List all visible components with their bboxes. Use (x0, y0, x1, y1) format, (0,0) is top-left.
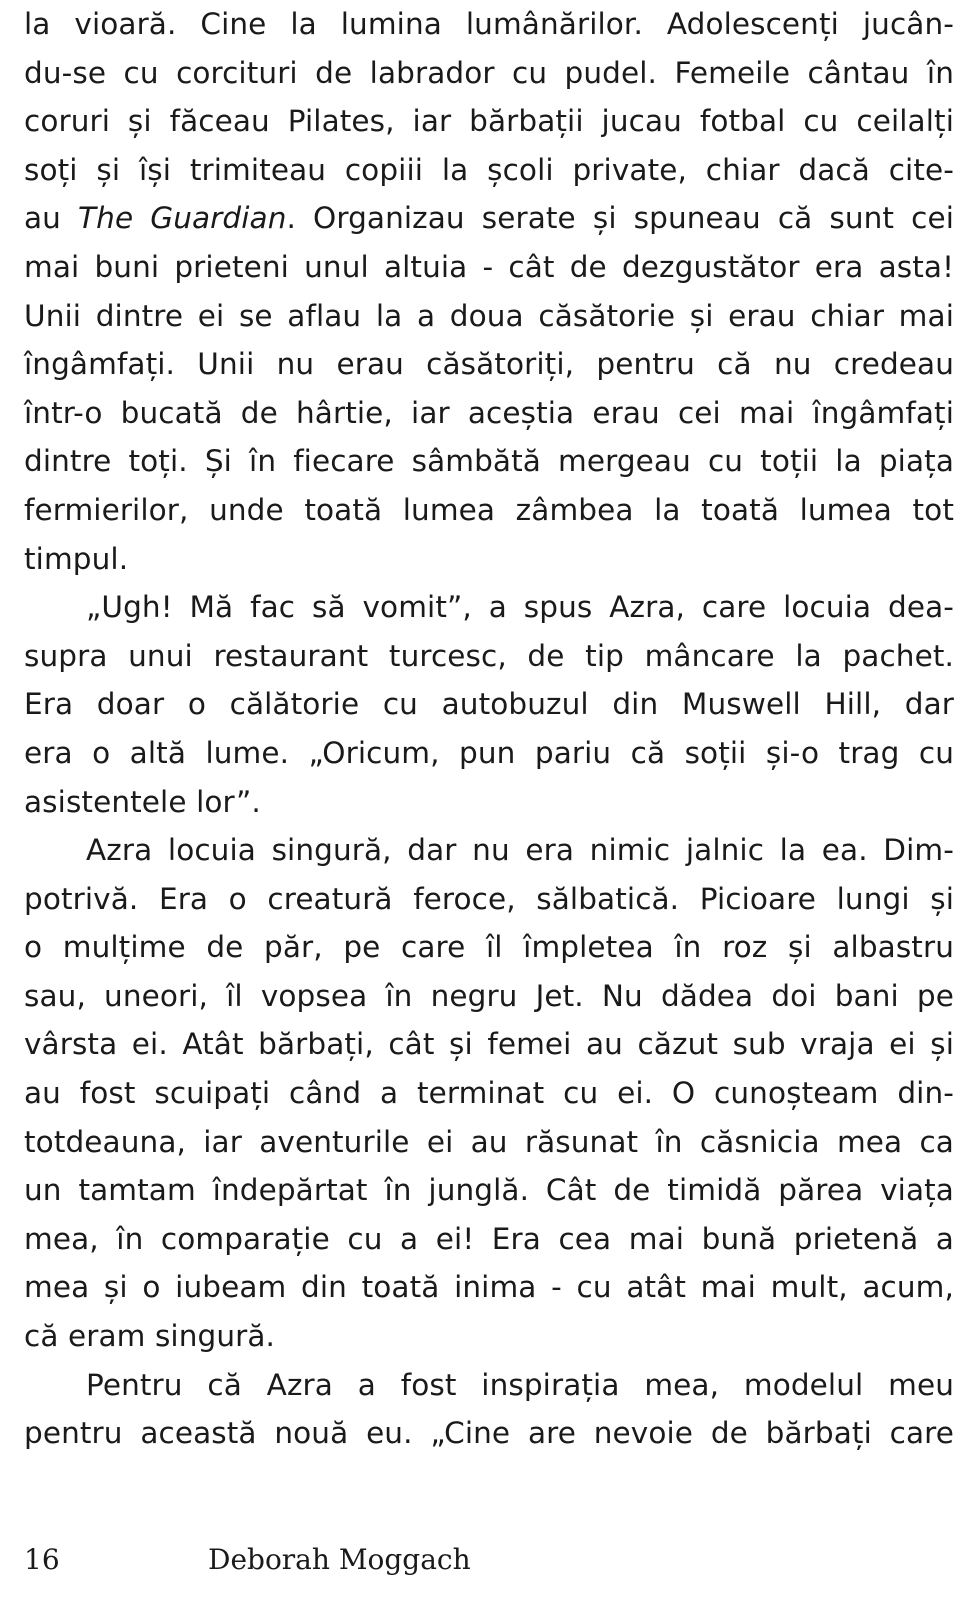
text-line: soți și își trimiteau copiii la școli private, chiar dacă cite- (24, 152, 954, 187)
text-line: au fost scuipați când a terminat cu ei. O cunoșteam din- (24, 1076, 954, 1111)
page-number: 16 (24, 1543, 60, 1576)
text-line: Era doar o călătorie cu autobuzul din Muswell Hill, dar (24, 687, 954, 722)
text-line: mea și o iubeam din toată inima - cu atât mai mult, acum, (24, 1270, 954, 1305)
text-line: era o altă lume. „Oricum, pun pariu că soții și-o trag cu (24, 735, 954, 770)
text-line: o mulțime de păr, pe care îl împletea în roz și albastru (24, 930, 954, 965)
text-line: timpul. (24, 541, 129, 576)
text-line: potrivă. Era o creatură feroce, sălbatică. Picioare lungi și (24, 881, 954, 916)
text-line: „Ugh! Mă fac să vomit”, a spus Azra, care locuia dea- (86, 590, 954, 625)
text-line: că eram singură. (24, 1319, 276, 1354)
text-run: . Organizau serate și spuneau că sunt cei (286, 201, 955, 236)
text-line: pentru această nouă eu. „Cine are nevoie de bărbați care (24, 1416, 954, 1451)
book-page-body (24, 0, 954, 1458)
text-line: un tamtam îndepărtat în junglă. Cât de timidă părea viața (24, 1173, 954, 1208)
text-line: Azra locuia singură, dar nu era nimic jalnic la ea. Dim- (86, 833, 954, 868)
italic-title: The Guardian (78, 201, 287, 236)
text-line: supra unui restaurant turcesc, de tip mâncare la pachet. (24, 638, 954, 673)
text-line: îngâmfați. Unii nu erau căsătoriți, pentru că nu credeau (24, 347, 954, 382)
text-line: totdeauna, iar aventurile ei au răsunat în căsnicia mea ca (24, 1124, 954, 1159)
text-run: au (24, 201, 79, 236)
text-line (24, 194, 954, 243)
text-line: sau, uneori, îl vopsea în negru Jet. Nu dădea doi bani pe (24, 978, 954, 1013)
text-line: la vioară. Cine la lumina lumânărilor. Adolescenți jucân- (24, 7, 954, 41)
text-line: într-o bucată de hârtie, iar aceștia erau cei mai îngâmfați (24, 395, 954, 430)
text-line: fermierilor, unde toată lumea zâmbea la toată lumea tot (24, 492, 954, 527)
text-line: Unii dintre ei se aflau la a doua căsătorie și erau chiar mai (24, 298, 954, 333)
text-line: vârsta ei. Atât bărbați, cât și femei au căzut sub vraja ei și (24, 1027, 954, 1062)
text-line: dintre toți. Și în fiecare sâmbătă mergeau cu toții la piața (24, 444, 954, 479)
text-line: coruri și făceau Pilates, iar bărbații jucau fotbal cu ceilalți (24, 104, 954, 139)
text-line: Pentru că Azra a fost inspirația mea, modelul meu (86, 1367, 954, 1402)
text-line: mai buni prieteni unul altuia - cât de dezgustător era asta! (24, 249, 954, 284)
running-head-author: Deborah Moggach (208, 1543, 471, 1576)
text-line: du-se cu corcituri de labrador cu pudel. Femeile cântau în (24, 55, 954, 90)
text-line: mea, în comparație cu a ei! Era cea mai bună prietenă a (24, 1221, 954, 1256)
text-line: asistentele lor”. (24, 784, 261, 819)
